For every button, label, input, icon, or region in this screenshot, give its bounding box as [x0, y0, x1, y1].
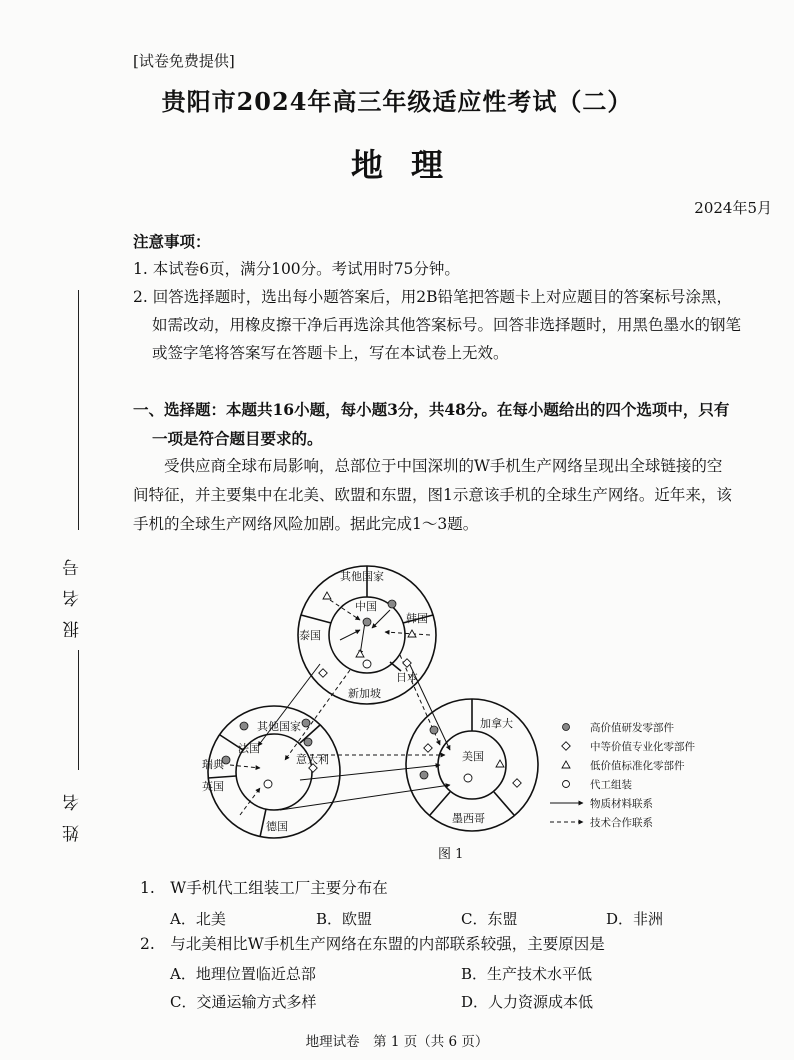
- notice-item-2: 2. 回答选择题时，选出每小题答案后，用2B铅笔把答题卡上对应题目的答案标号涂黑，: [133, 288, 732, 306]
- question-1-stem: 1. W手机代工组装工厂主要分布在: [140, 879, 388, 897]
- global-production-network-figure: [200, 560, 740, 870]
- legend-low-value: 低价值标准化零部件: [590, 760, 685, 772]
- question-2-option-c: C．交通运输方式多样: [170, 993, 317, 1011]
- subject-title: 地理: [350, 146, 471, 184]
- notice-item-2-cont-2: 或签字笔将答案写在答题卡上，写在本试卷上无效。: [152, 344, 509, 362]
- figure-caption: 图 1: [438, 847, 464, 862]
- singapore-label: 新加坡: [348, 687, 381, 700]
- free-provided-banner: [试卷免费提供]: [133, 52, 235, 70]
- legend-assembly: 代工组装: [590, 779, 632, 791]
- eu-other-label: 其他国家: [257, 720, 301, 733]
- intro-line-3: 手机的全球生产网络风险加剧。据此完成1～3题。: [133, 515, 479, 533]
- name-label: 姓名: [63, 780, 83, 842]
- question-1-option-d: D．非洲: [606, 910, 664, 928]
- page-footer: 地理试卷 第 1 页（共 6 页）: [305, 1034, 489, 1050]
- mexico-label: 墨西哥: [452, 812, 485, 825]
- section-heading-cont: 一项是符合题目要求的。: [152, 429, 323, 448]
- china-label: 中国: [355, 600, 377, 613]
- legend-tech-link: 技术合作联系: [590, 817, 653, 829]
- usa-label: 美国: [462, 750, 484, 763]
- question-2-stem: 2. 与北美相比W手机生产网络在东盟的内部联系较强，主要原因是: [140, 935, 605, 953]
- thailand-label: 泰国: [299, 629, 321, 642]
- exam-date: 2024年5月: [694, 199, 772, 217]
- intro-line-2: 间特征，并主要集中在北美、欧盟和东盟，图1示意该手机的全球生产网络。近年来，该: [133, 486, 732, 504]
- question-2-option-b: B．生产技术水平低: [461, 965, 593, 983]
- exam-no-label: 报名号: [63, 545, 83, 638]
- notice-item-2-cont-1: 如需改动，用橡皮擦干净后再选涂其他答案标号。回答非选择题时，用黑色墨水的钢笔: [152, 316, 742, 334]
- canada-label: 加拿大: [480, 717, 513, 730]
- na-inner-ring: [438, 731, 506, 799]
- exam-no-underline: [78, 290, 79, 530]
- italy-label: 意大利: [296, 753, 329, 766]
- section-heading: 一、选择题：本题共16小题，每小题3分，共48分。在每小题给出的四个选项中，只有: [133, 400, 730, 419]
- legend-mid-value: 中等价值专业化零部件: [590, 741, 695, 753]
- question-1-option-c: C．东盟: [461, 910, 518, 928]
- asean-other-label: 其他国家: [340, 570, 384, 583]
- germany-label: 德国: [266, 820, 288, 833]
- legend-high-value: 高价值研发零部件: [590, 722, 674, 734]
- legend-material-link: 物质材料联系: [590, 798, 653, 810]
- figure-legend: [550, 721, 695, 829]
- notice-item-1: 1. 本试卷6页，满分100分。考试用时75分钟。: [133, 260, 460, 278]
- notice-heading: 注意事项：: [133, 232, 211, 251]
- sweden-label: 瑞典: [202, 758, 224, 771]
- question-2-option-a: A．地理位置临近总部: [170, 965, 316, 983]
- question-2-option-d: D．人力资源成本低: [461, 993, 594, 1011]
- exam-title: 贵阳市2024年高三年级适应性考试（二）: [161, 87, 633, 116]
- japan-label: 日本: [396, 671, 418, 684]
- uk-label: 英国: [202, 780, 224, 793]
- intro-line-1: 受供应商全球布局影响，总部位于中国深圳的W手机生产网络呈现出全球链接的空: [164, 457, 723, 475]
- question-1-option-a: A．北美: [170, 910, 226, 928]
- name-underline: [78, 650, 79, 770]
- question-1-option-b: B．欧盟: [316, 910, 373, 928]
- korea-label: 韩国: [406, 612, 428, 625]
- france-label: 法国: [238, 742, 260, 755]
